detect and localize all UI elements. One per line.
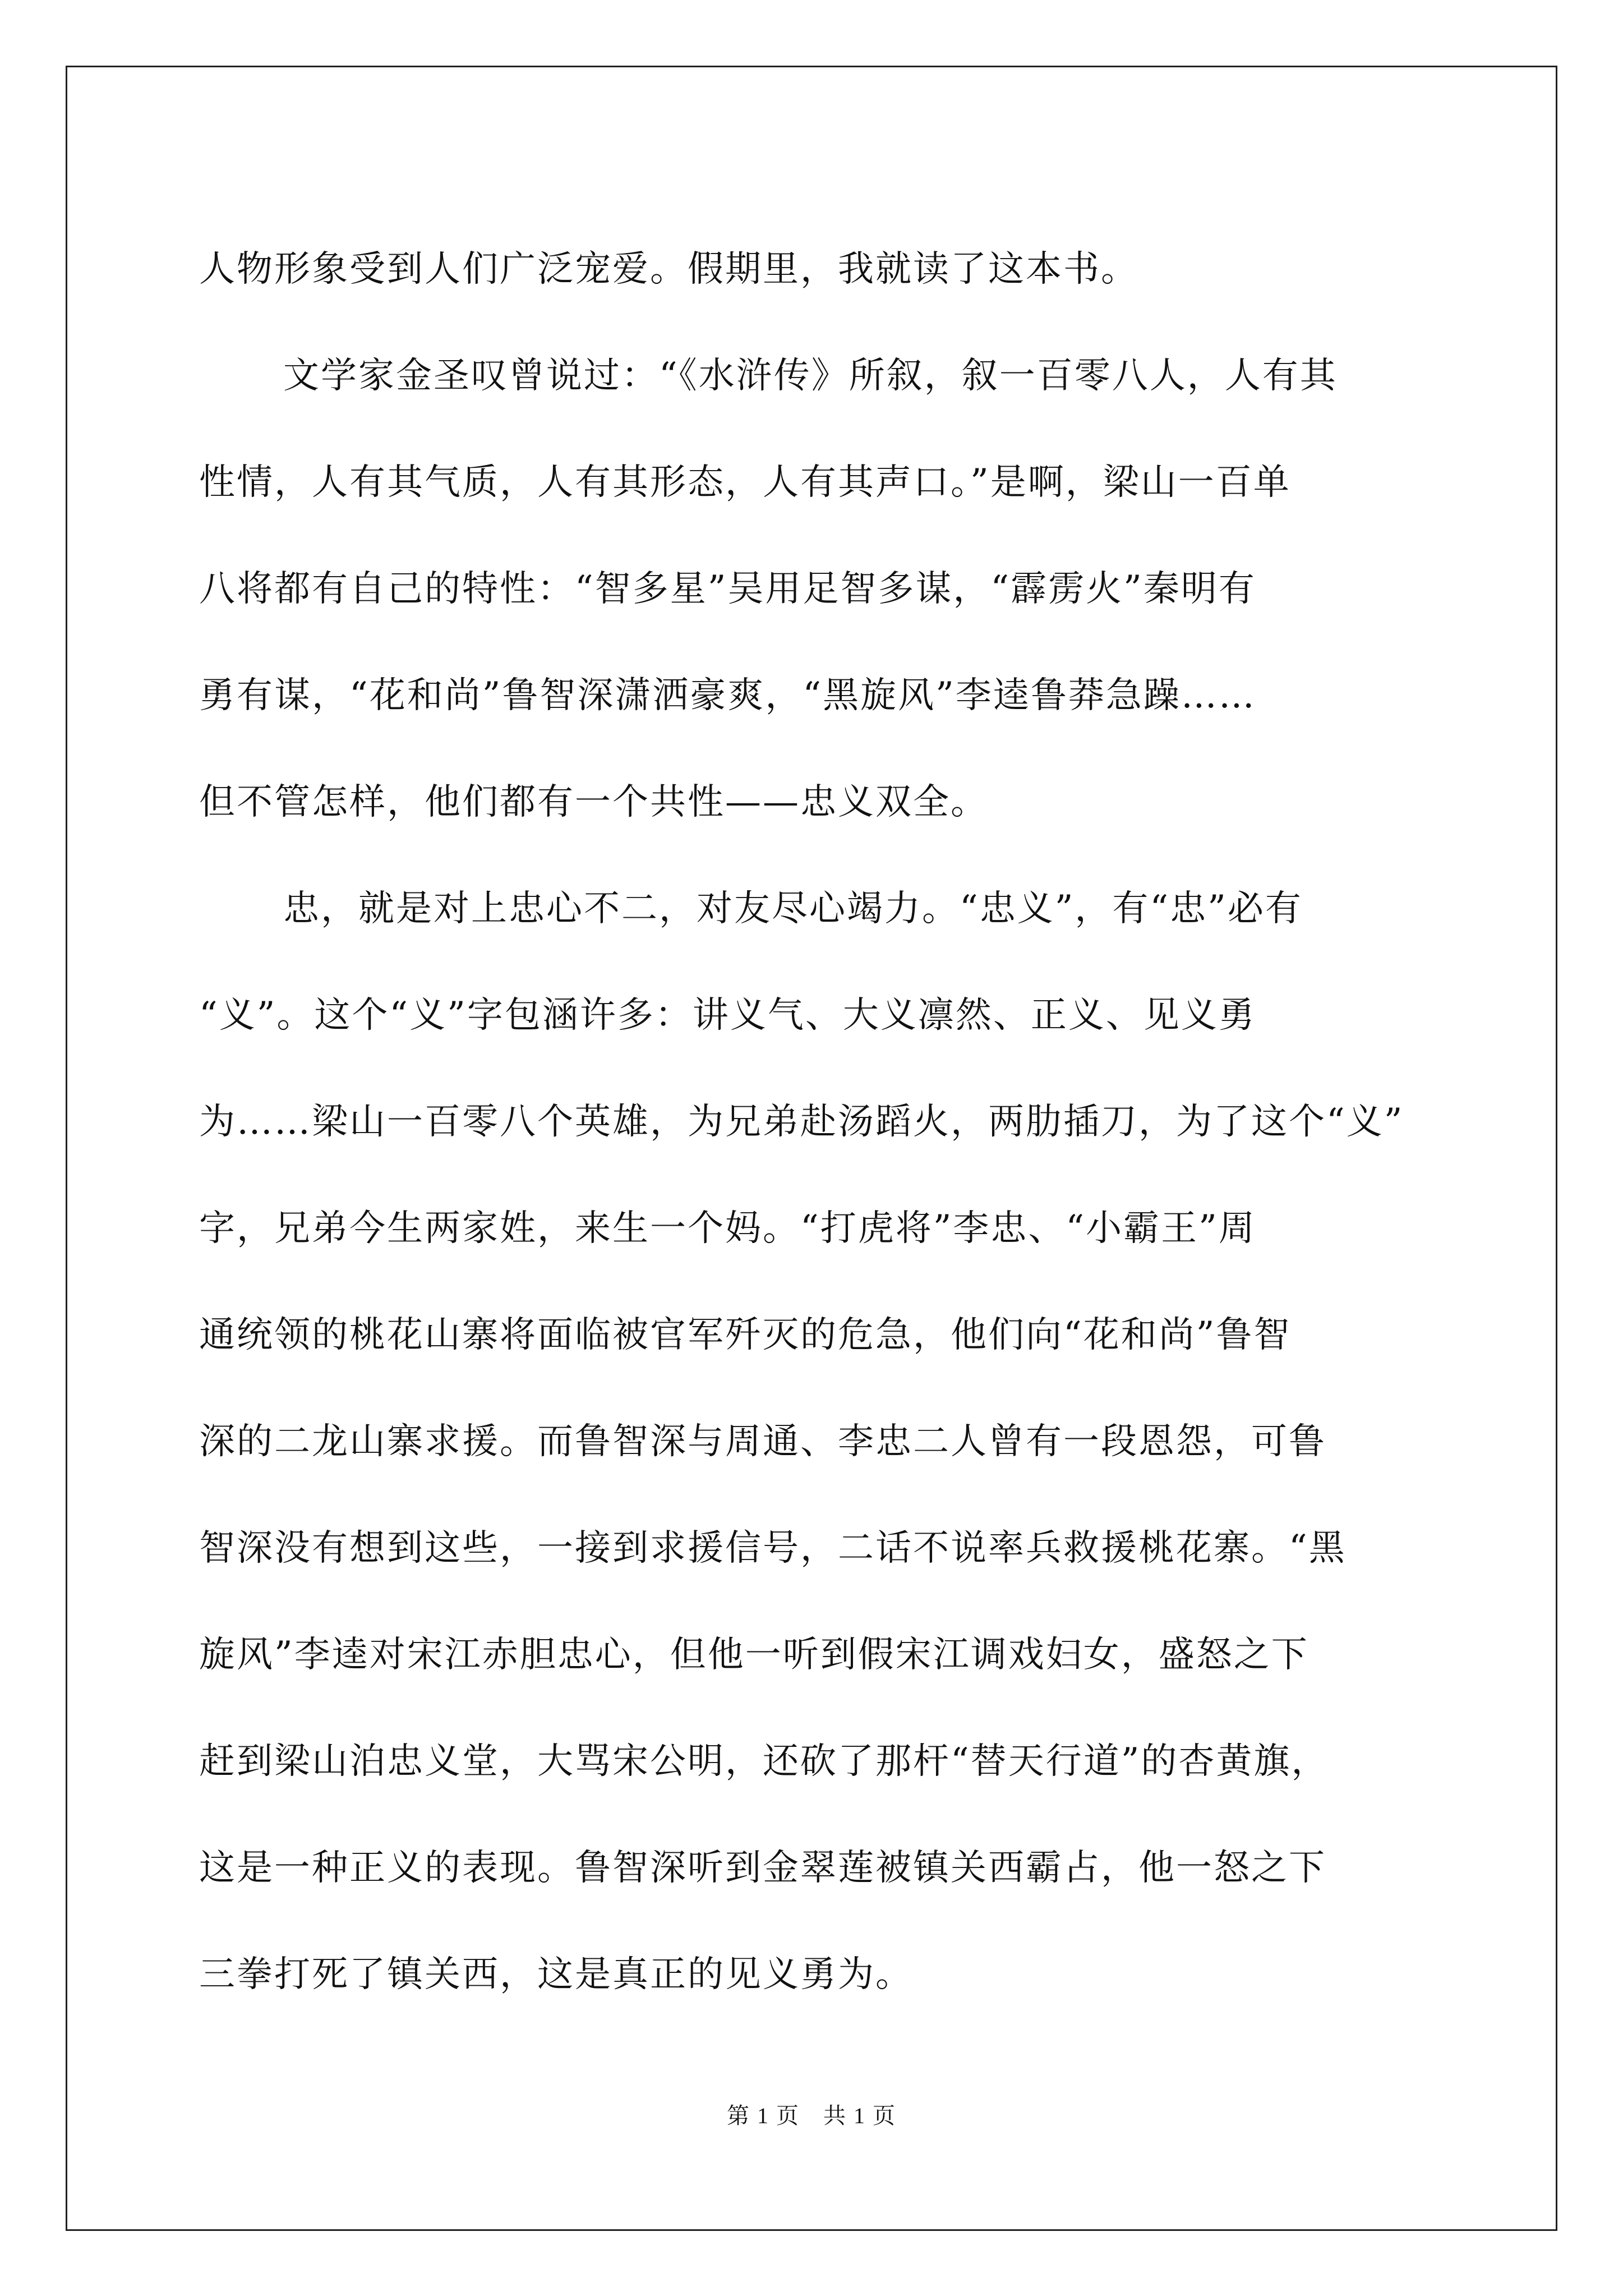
- text-line: 字，兄弟今生两家姓，来生一个妈。“打虎将”李忠、“小霸王”周: [199, 1208, 1256, 1249]
- paragraph-start-line: 忠，就是对上忠心不二，对友尽心竭力。“忠义”，有“忠”必有: [283, 888, 1303, 930]
- text-line: “义”。这个“义”字包涵许多：讲义气、大义凛然、正义、见义勇: [199, 995, 1256, 1036]
- document-body: [199, 216, 1433, 2028]
- text-line: 勇有谋，“花和尚”鲁智深潇洒豪爽，“黑旋风”李逵鲁莽急躁……: [199, 675, 1256, 716]
- text-line: 人物形象受到人们广泛宠爱。假期里，我就读了这本书。: [199, 249, 1138, 290]
- text-line: 但不管怎样，他们都有一个共性——忠义双全。: [199, 781, 988, 823]
- text-line: 性情，人有其气质，人有其形态，人有其声口。”是啊，梁山一百单: [199, 462, 1291, 503]
- paragraph-start-line: 文学家金圣叹曾说过：“《水浒传》所叙，叙一百零八人，人有其: [283, 355, 1338, 397]
- text-line: 智深没有想到这些，一接到求援信号，二话不说率兵救援桃花寨。“黑: [199, 1527, 1347, 1569]
- text-line: 通统领的桃花山寨将面临被官军歼灭的危急，他们向“花和尚”鲁智: [199, 1314, 1292, 1356]
- page-number-footer: 第 1 页 共 1 页: [727, 2103, 896, 2128]
- text-line: 赶到梁山泊忠义堂，大骂宋公明，还砍了那杆“替天行道”的杏黄旗，: [199, 1741, 1329, 1782]
- text-line: 旋风”李逵对宋江赤胆忠心，但他一听到假宋江调戏妇女，盛怒之下: [199, 1634, 1309, 1676]
- text-line: 这是一种正义的表现。鲁智深听到金翠莲被镇关西霸占，他一怒之下: [199, 1847, 1326, 1889]
- text-line: 八将都有自己的特性：“智多星”吴用足智多谋，“霹雳火”秦明有: [199, 568, 1256, 610]
- text-line: 三拳打死了镇关西，这是真正的见义勇为。: [199, 1954, 913, 1995]
- text-line: 深的二龙山寨求援。而鲁智深与周通、李忠二人曾有一段恩怨，可鲁: [199, 1421, 1326, 1462]
- text-line: 为……梁山一百零八个英雄，为兄弟赴汤蹈火，两肋插刀，为了这个“义”: [199, 1101, 1404, 1143]
